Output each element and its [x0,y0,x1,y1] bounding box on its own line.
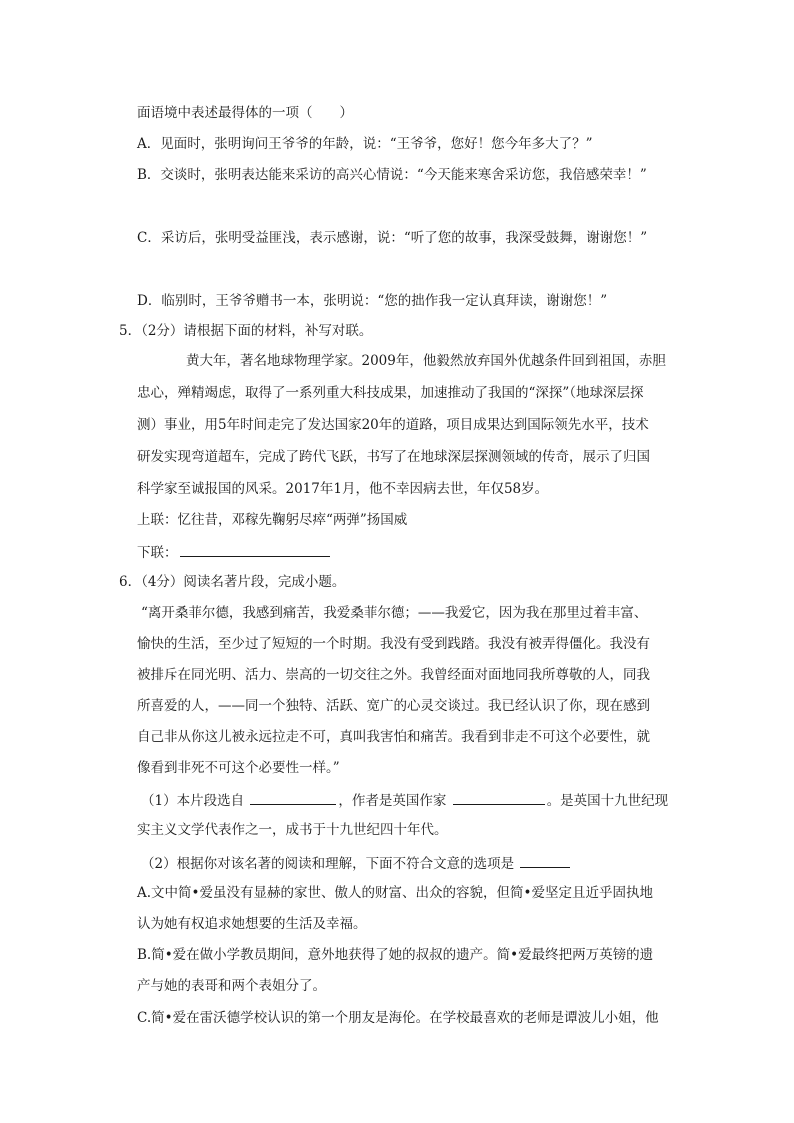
q4-stem-tail: 面语境中表述最得体的一项（ ） [137,105,353,121]
q6-sub2 [141,853,572,873]
q5-material-line: 黄大年，著名地球物理学家。2009年，他毅然放弃国外优越条件回到祖国，赤胆 [186,353,666,369]
q6-passage-line: “离开桑菲尔德，我感到痛苦，我爱桑菲尔德；——我爱它，因为我在那里过着丰富、 [141,605,648,621]
q6-option-c-line: C.简•爱在雷沃德学校认识的第一个朋友是海伦。在学校最喜欢的老师是谭波儿小姐，他 [137,1010,659,1026]
q5-header: 5．（2分）请根据下面的材料，补写对联。 [119,323,373,339]
q6-passage-line: 所喜爱的人，——同一个独特、活跃、宽广的心灵交谈过。我已经认识了你，现在感到 [137,698,650,714]
q6-passage-line: 被排斥在同光明、活力、崇高的一切交往之外。我曾经面对面地同我所尊敬的人，同我 [137,667,650,683]
q6-option-a-line: A.文中简•爱虽没有显赫的家世、傲人的财富、出众的容貌，但简•爱坚定且近乎固执地 [137,885,653,901]
q4-option-d: D．临别时，王爷爷赠书一本，张明说：“您的拙作我一定认真拜读，谢谢您！” [137,293,608,309]
q6-passage-line: 自己非从你这儿被永远拉走不可，真叫我害怕和痛苦。我看到非走不可这个必要性，就 [137,729,650,745]
q4-option-b: B．交谈时，张明表达能来采访的高兴心情说：“今天能来寒舍采访您，我倍感荣幸！” [137,167,647,183]
q6-header: 6．（4分）阅读名著片段，完成小题。 [119,574,346,590]
q6-sub1-blank-book[interactable] [250,790,336,805]
q5-lower-couplet [137,542,332,562]
q5-upper-couplet: 上联：忆往昔，邓稼先鞠躬尽瘁“两弹”扬国威 [137,512,408,528]
q5-material-line: 研发实现弯道超车，完成了跨代飞跃，书写了在地球深层探测领域的传奇，展示了归国 [137,449,650,465]
q6-sub1-text: （1）本片段选自 [141,793,245,809]
q4-option-a: A．见面时，张明询问王爷爷的年龄，说：“王爷爷，您好！您今年多大了？” [137,136,593,152]
q5-material-line: 忠心，殚精竭虑，取得了一系列重大科技成果，加速推动了我国的“深探”（地球深层探 [137,385,644,401]
q6-sub1-text: 。是英国十九世纪现 [546,793,669,809]
q5-lower-couplet-label: 下联： [137,545,178,561]
q4-option-c: C．采访后，张明受益匪浅，表示感谢，说：“听了您的故事，我深受鼓舞，谢谢您！” [137,230,648,246]
q6-sub1-line2: 实主义文学代表作之一，成书于十九世纪四十年代。 [137,822,448,838]
q6-sub1-blank-author[interactable] [453,790,545,805]
q6-sub2-text: （2）根据你对该名著的阅读和理解，下面不符合文意的选项是 [141,856,515,872]
q5-lower-couplet-blank[interactable] [180,542,330,557]
q6-option-b-line: B.简•爱在做小学教员期间，意外地获得了她的叔叔的遗产。简•爱最终把两万英镑的遗 [137,947,654,963]
q6-passage-line: 愉快的生活，至少过了短短的一个时期。我没有受到践踏。我没有被弄得僵化。我没有 [137,636,650,652]
q6-option-b-line: 产与她的表哥和两个表姐分了。 [137,978,326,994]
q5-material-line: 科学家至诚报国的风采。2017年1月，他不幸因病去世，年仅58岁。 [137,481,549,497]
q5-material-line: 测）事业，用5年时间走完了发达国家20年的道路，项目成果达到国际领先水平，技术 [137,417,649,433]
q6-sub1 [141,790,668,810]
q6-option-a-line: 认为她有权追求她想要的生活及幸福。 [137,916,367,932]
q6-passage-line: 像看到非死不可这个必要性一样。” [137,760,340,776]
q6-sub2-blank[interactable] [520,853,570,868]
q6-sub1-text: ，作者是英国作家 [338,793,447,809]
